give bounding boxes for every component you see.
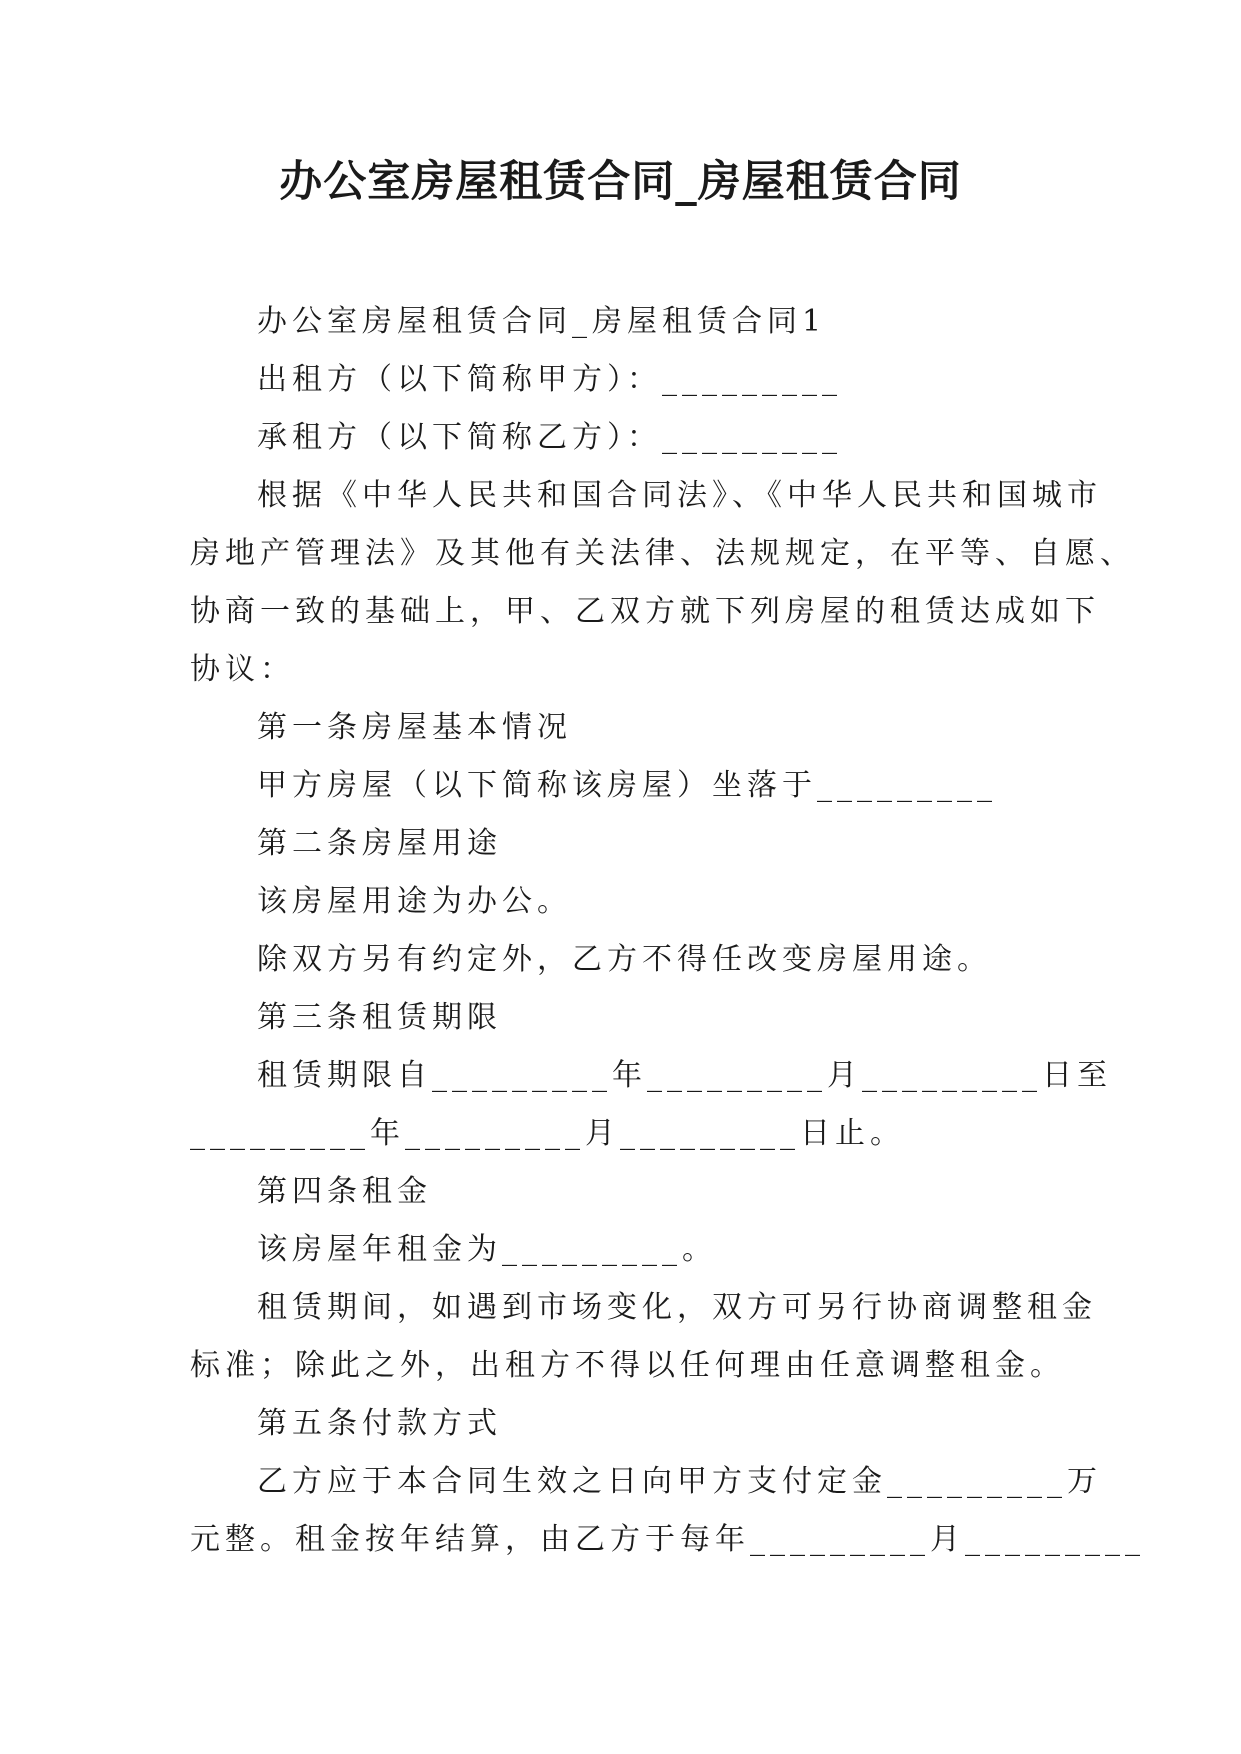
article-5-text-line-1: 乙方应于本合同生效之日向甲方支付定金_________万 [257,1464,1102,1499]
preamble-line-1: 根据《中华人民共和国合同法》、《中华人民共和国城市 [257,478,1102,513]
contract-subtitle: 办公室房屋租赁合同_房屋租赁合同1 [257,304,827,339]
article-2-heading: 第二条房屋用途 [257,826,502,861]
article-1-heading: 第一条房屋基本情况 [257,710,572,745]
article-4-text-2-line-2: 标准；除此之外，出租方不得以任何理由任意调整租金。 [190,1348,1065,1383]
article-3-heading: 第三条租赁期限 [257,1000,502,1035]
preamble-line-2: 房地产管理法》及其他有关法律、法规规定，在平等、自愿、 [190,536,1135,571]
article-3-text-line-2: _________年_________月_________日止。 [190,1116,905,1151]
article-4-text-2-line-1: 租赁期间，如遇到市场变化，双方可另行协商调整租金 [257,1290,1097,1325]
preamble-line-4: 协议： [190,652,295,687]
article-2-text-1: 该房屋用途为办公。 [257,884,572,919]
preamble-line-3: 协商一致的基础上，甲、乙双方就下列房屋的租赁达成如下 [190,594,1100,629]
article-5-heading: 第五条付款方式 [257,1406,502,1441]
article-1-text: 甲方房屋（以下简称该房屋）坐落于_________ [257,768,997,803]
lessor-line: 出租方（以下简称甲方）：_________ [257,362,842,397]
article-5-text-line-2: 元整。租金按年结算，由乙方于每年_________月_________ [190,1522,1145,1557]
article-2-text-2: 除双方另有约定外，乙方不得任改变房屋用途。 [257,942,992,977]
article-3-text-line-1: 租赁期限自_________年_________月_________日至 [257,1058,1112,1093]
document-body [190,293,1145,1569]
article-4-heading: 第四条租金 [257,1174,432,1209]
lessee-line: 承租方（以下简称乙方）：_________ [257,420,842,455]
article-4-text-1: 该房屋年租金为_________。 [257,1232,717,1267]
document-title: 办公室房屋租赁合同_房屋租赁合同 [279,157,962,207]
